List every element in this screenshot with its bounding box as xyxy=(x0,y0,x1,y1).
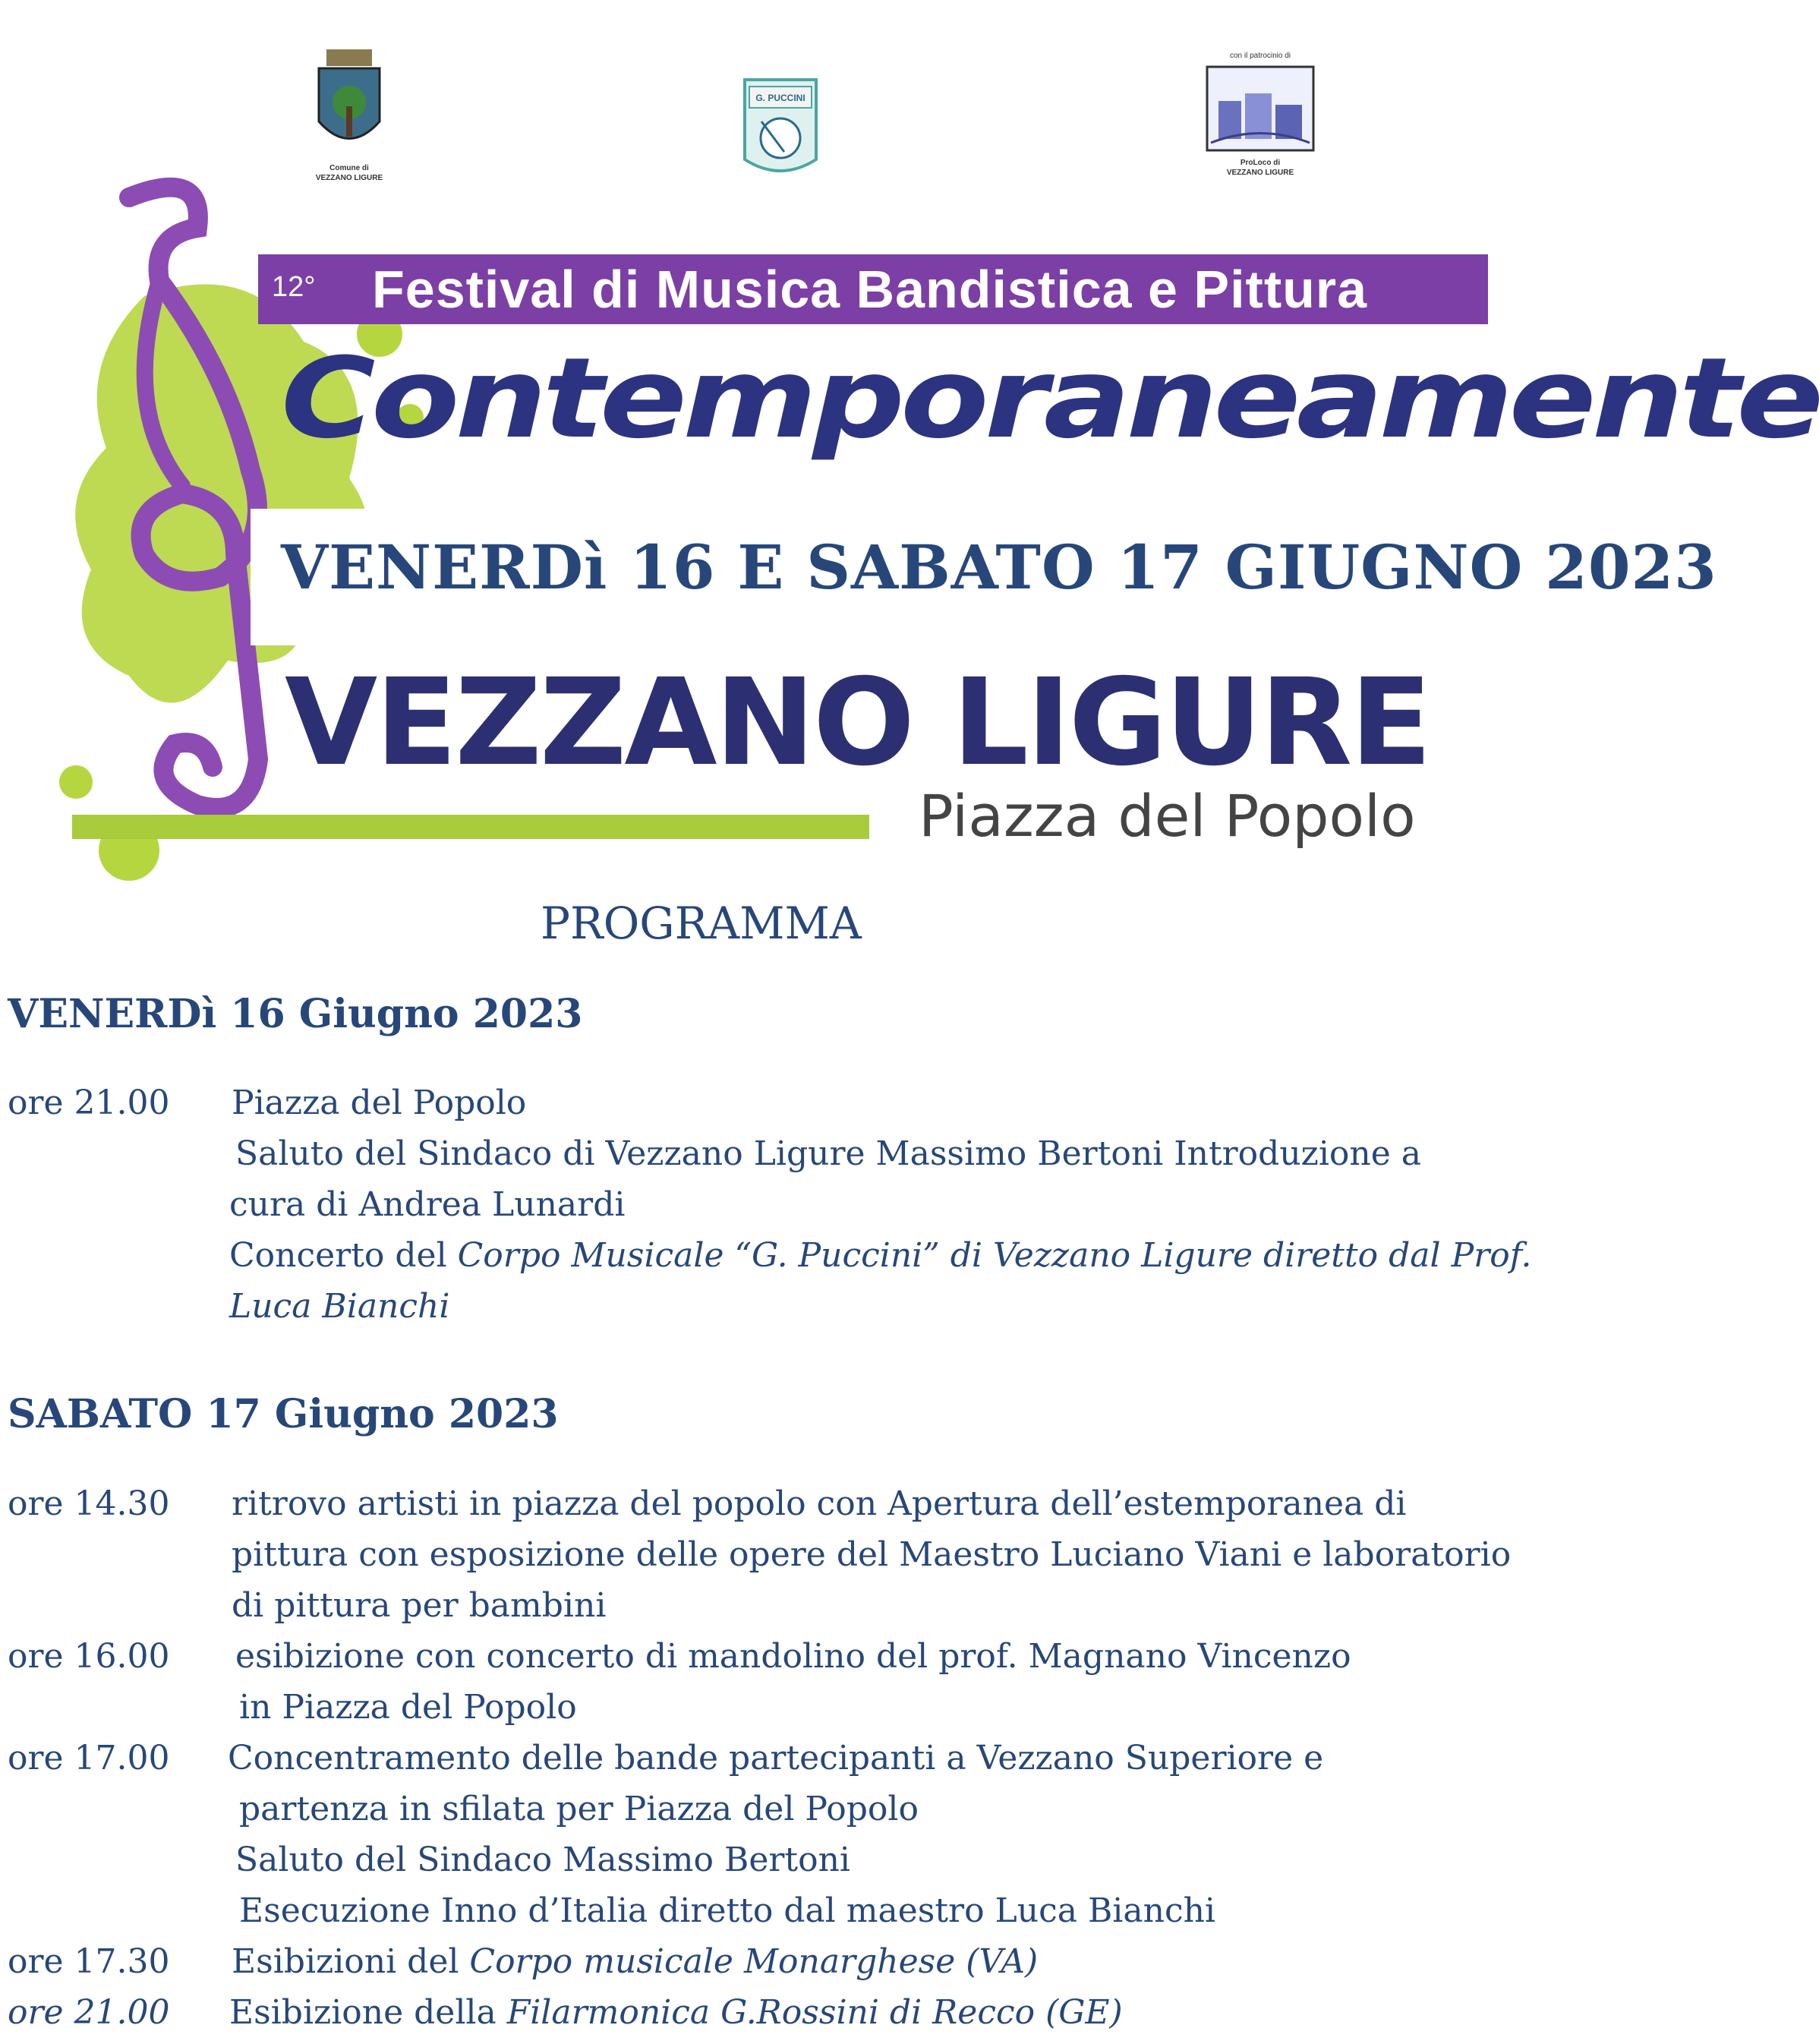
day1-time-1: ore 21.00 xyxy=(8,1084,170,1122)
day2-c-4: Esecuzione Inno d’Italia diretto dal maestro Luca Bianchi xyxy=(239,1891,1215,1930)
brand-title: Contemporaneamente xyxy=(281,334,1819,464)
day2-time-3: ore 17.00 xyxy=(8,1739,170,1777)
patrocinio-note: con il patrocinio di xyxy=(1229,52,1291,60)
festival-title-bar xyxy=(258,254,1488,324)
day2-time-5: ore 21.00 xyxy=(8,1993,170,2032)
day1-line-4b: Corpo Musicale “G. Puccini” di Vezzano Ligure diretto dal Prof. xyxy=(457,1236,1532,1275)
green-underline xyxy=(72,815,869,839)
event-dates: VENERDì 16 E SABATO 17 GIUGNO 2023 xyxy=(281,532,1717,603)
day2-a-2: pittura con esposizione delle opere del Maestro Luciano Viani e laboratorio xyxy=(232,1535,1512,1574)
location-square: Piazza del Popolo xyxy=(919,782,1416,850)
proloco-caption-1: ProLoco di xyxy=(1240,159,1281,167)
comune-caption-1: Comune di xyxy=(329,164,369,172)
day2-e-1b: Filarmonica G.Rossini di Recco (GE) xyxy=(506,1993,1123,2032)
day2-a-1: ritrovo artisti in piazza del popolo con Apertura dell’estemporanea di xyxy=(232,1484,1407,1523)
day2-c-3: Saluto del Sindaco Massimo Bertoni xyxy=(235,1841,850,1879)
day2-b-1: esibizione con concerto di mandolino del prof. Magnano Vincenzo xyxy=(235,1637,1351,1676)
banda-text: G. PUCCINI xyxy=(755,93,805,103)
city-name: VEZZANO LIGURE xyxy=(285,653,1430,793)
day2-time-1: ore 14.30 xyxy=(8,1484,170,1523)
day2-d-1 xyxy=(232,1942,1038,1981)
day1-line-4a: Concerto del xyxy=(229,1236,458,1275)
edition-number: 12° xyxy=(272,271,316,303)
day2-c-2: partenza in sfilata per Piazza del Popolo xyxy=(239,1790,919,1828)
programme-heading: PROGRAMMA xyxy=(541,897,862,949)
festival-banner xyxy=(0,0,1819,858)
day1-line-5: Luca Bianchi xyxy=(229,1287,450,1326)
day1-line-1: Piazza del Popolo xyxy=(232,1084,527,1122)
day2-time-4: ore 17.30 xyxy=(8,1942,170,1981)
day1-line-2: Saluto del Sindaco di Vezzano Ligure Massimo Bertoni Introduzione a xyxy=(235,1134,1421,1173)
day2-time-2: ore 16.00 xyxy=(8,1637,170,1676)
day2-d-1b: Corpo musicale Monarghese (VA) xyxy=(469,1942,1039,1981)
day2-b-2: in Piazza del Popolo xyxy=(239,1688,577,1727)
day2-d-1a: Esibizioni del xyxy=(232,1942,470,1981)
comune-caption-2: VEZZANO LIGURE xyxy=(315,174,383,182)
festival-title: Festival di Musica Bandistica e Pittura xyxy=(372,260,1368,319)
day2-e-1a: Esibizione della xyxy=(229,1993,507,2032)
day1-line-3: cura di Andrea Lunardi xyxy=(229,1185,626,1224)
day2-a-3: di pittura per bambini xyxy=(232,1586,607,1625)
day1-line-4 xyxy=(229,1236,1531,1275)
proloco-caption-2: VEZZANO LIGURE xyxy=(1226,169,1294,177)
day1-heading: VENERDì 16 Giugno 2023 xyxy=(8,991,583,1037)
day2-e-1 xyxy=(229,1993,1123,2032)
day2-c-1: Concentramento delle bande partecipanti a Vezzano Superiore e xyxy=(228,1739,1324,1777)
day2-heading: SABATO 17 Giugno 2023 xyxy=(8,1391,559,1437)
